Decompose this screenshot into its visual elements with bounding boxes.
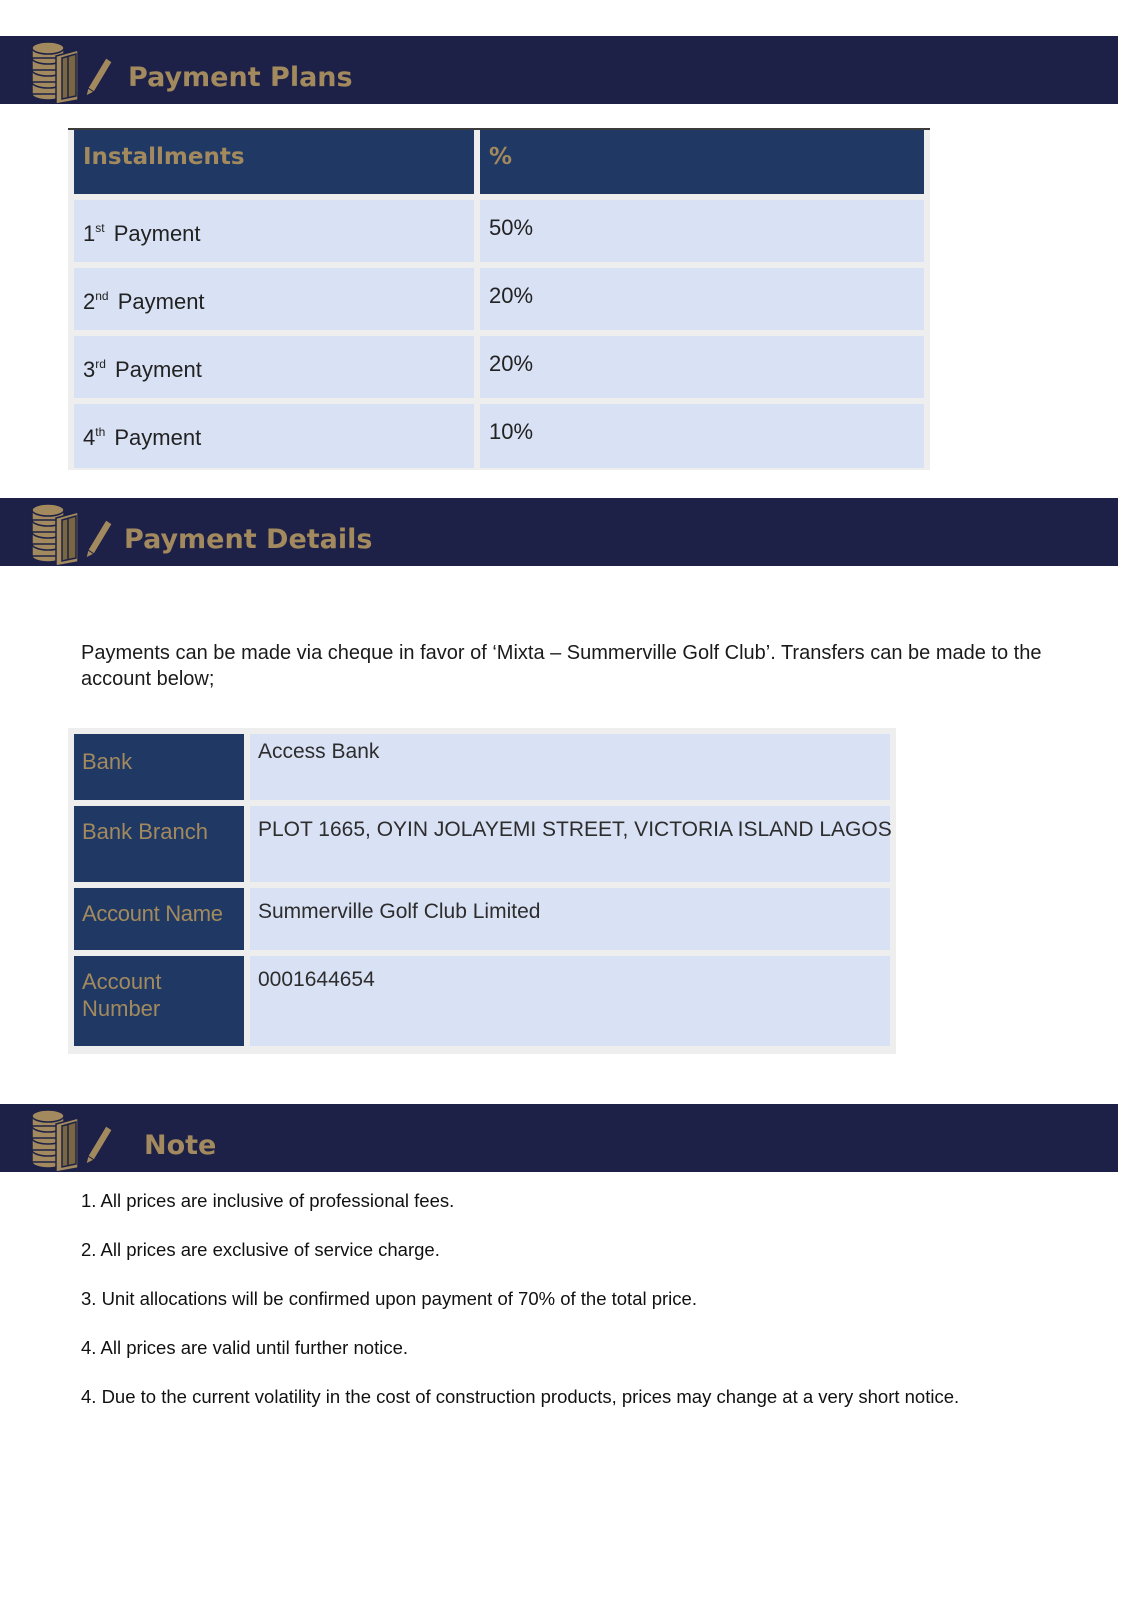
section-title: Payment Plans (128, 62, 353, 93)
table-row-installment (74, 200, 474, 262)
payment-plans-table (68, 128, 930, 470)
section-banner-payment-details (0, 498, 1118, 566)
notes-list (81, 1190, 1081, 1435)
account-number-value: 0001644654 (250, 956, 890, 1046)
section-banner-note (0, 1104, 1118, 1172)
ordinal-suffix: rd (95, 357, 106, 371)
ordinal-suffix: nd (95, 289, 109, 303)
account-number-key: Account Number (74, 956, 244, 1046)
list-item: 1. All prices are inclusive of professional fees. (81, 1190, 455, 1211)
bank-branch-value: PLOT 1665, OYIN JOLAYEMI STREET, VICTORIA ISLAND LAGOS (250, 806, 890, 882)
section-title: Note (144, 1130, 217, 1161)
table-row-installment (74, 404, 474, 468)
coins-book-pencil-icon (26, 500, 116, 566)
payment-intro-text: Payments can be made via cheque in favor of ‘Mixta – Summerville Golf Club’. Transfers can be made to the account below; (81, 642, 1042, 690)
table-row-installment (74, 268, 474, 330)
coins-book-pencil-icon (26, 38, 116, 104)
installment-label: Payment (107, 221, 201, 246)
list-item: 4. All prices are valid until further notice. (81, 1337, 408, 1358)
bank-value: Access Bank (250, 734, 890, 800)
ordinal-number: 3 (83, 357, 96, 382)
header-percent: % (480, 130, 924, 194)
ordinal-number: 2 (83, 289, 96, 314)
table-cell-percent: 50% (480, 200, 924, 262)
table-cell-percent: 10% (480, 404, 924, 468)
table-row-installment (74, 336, 474, 398)
ordinal-number: 4 (83, 425, 96, 450)
list-item: 4. Due to the current volatility in the cost of construction products, prices may change at a very short notice. (81, 1386, 960, 1407)
ordinal-suffix: st (95, 221, 105, 235)
ordinal-number: 1 (83, 221, 96, 246)
bank-details-table (68, 728, 896, 1054)
installment-label: Payment (108, 357, 202, 382)
account-name-key: Account Name (74, 888, 244, 950)
section-title: Payment Details (124, 524, 373, 555)
account-name-value: Summerville Golf Club Limited (250, 888, 890, 950)
list-item: 3. Unit allocations will be confirmed upon payment of 70% of the total price. (81, 1288, 697, 1309)
header-installments: Installments (74, 130, 474, 194)
bank-key: Bank (74, 734, 244, 800)
list-item: 2. All prices are exclusive of service charge. (81, 1239, 440, 1260)
table-cell-percent: 20% (480, 268, 924, 330)
ordinal-suffix: th (95, 425, 106, 439)
table-cell-percent: 20% (480, 336, 924, 398)
bank-branch-key: Bank Branch (74, 806, 244, 882)
installment-label: Payment (108, 425, 202, 450)
installment-label: Payment (111, 289, 205, 314)
section-banner-payment-plans (0, 36, 1118, 104)
coins-book-pencil-icon (26, 1106, 116, 1172)
